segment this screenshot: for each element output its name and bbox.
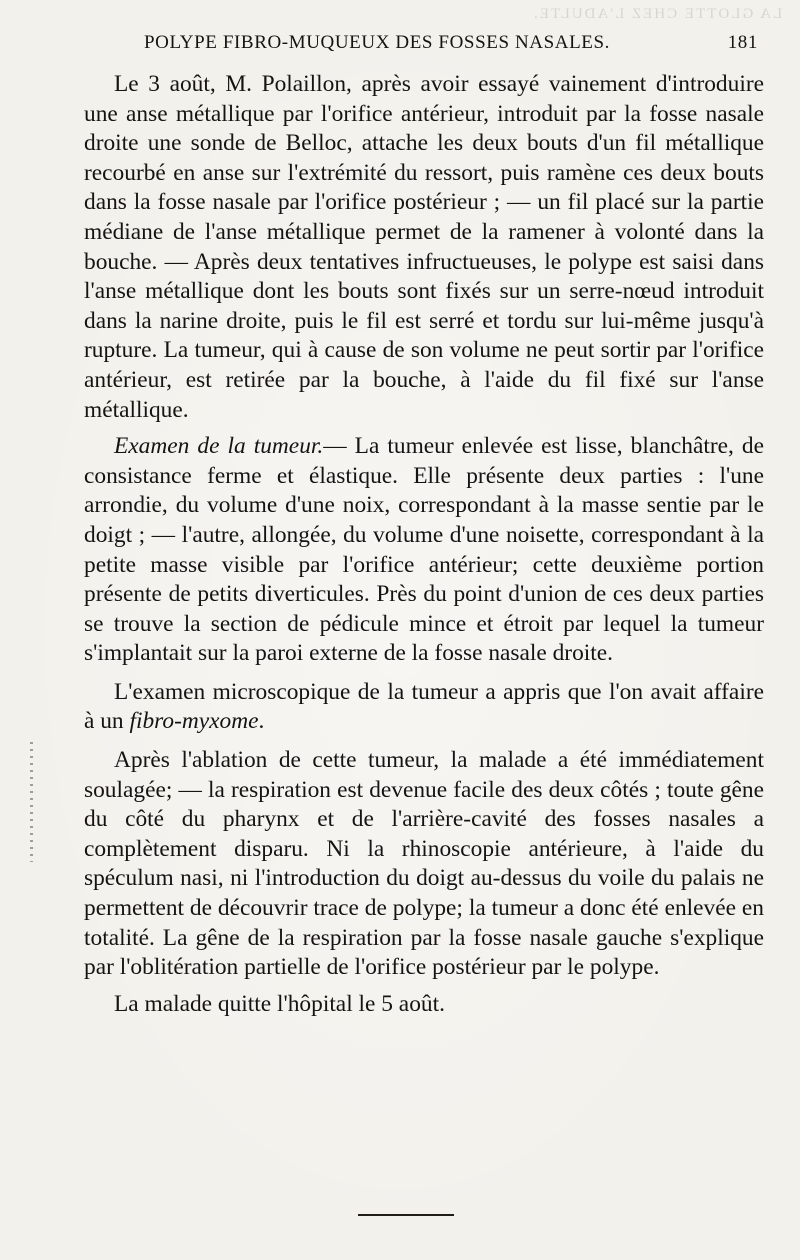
paragraph-text: Le 3 août, M. Polaillon, après avoir essayé vainement d'introduire une anse métallique par l'orifice antérieur, introduit par la fosse nasale droite une sonde de Belloc, attache les deux bouts d'un fil métallique recourbé en anse sur l'extrémité du ressort, puis ramène ces deux bouts dans la fosse nasale par l'orifice postérieur ; — un fil placé sur la partie médiane de l'anse métallique permet de la ramener à volonté dans la bouche. — Après deux tentatives infructueuses, le polype est saisi dans l'anse métallique dont les bouts sont fixés sur un serre-nœud introduit dans la narine droite, puis le fil est serré et tordu sur lui-même jusqu'à rupture. La tumeur, qui à cause de son volume ne peut sortir par l'orifice antérieur, est retirée par la bouche, à l'aide du fil fixé sur l'anse métallique. [84,71,764,423]
paragraph-operation [84,70,764,425]
section-lead: Examen de la tumeur. [114,433,324,460]
paragraph-microscopy [84,678,764,737]
margin-mark [30,742,33,862]
running-header [144,32,758,60]
bleed-through-text: LA GLOTTE CHEZ L'ADULTE. [531,6,782,22]
paragraph-text: — La tumeur enlevée est lisse, blanchâtre, de consistance ferme et élastique. Elle présente deux parties : l'une arrondie, du volume d'une noix, correspondant à la masse sentie par le doigt ; — l'autre, allongée, du volume d'une noisette, correspondant à la petite masse visible par l'orifice antérieur; cette deuxième portion présente de petits diverticules. Près du point d'union de ces deux parties se trouve la section de pédicule mince et étroit par lequel la tumeur s'implantait sur la paroi externe de la fosse nasale droite. [84,433,765,667]
body-text [84,70,764,1019]
end-rule [358,1214,454,1216]
paragraph-tumor-exam [84,432,764,669]
paragraph-text: La malade quitte l'hôpital le 5 août. [114,990,445,1017]
running-title: POLYPE FIBRO-MUQUEUX DES FOSSES NASALES. [144,32,611,53]
paragraph-text: L'examen microscopique de la tumeur a appris que l'on avait affaire à un [84,678,764,735]
paragraph-discharge [84,990,764,1020]
paragraph-tail: . [258,708,265,735]
paragraph-text: Après l'ablation de cette tumeur, la malade a été immédiatement soulagée; — la respiration est devenue facile des deux côtés ; toute gêne du côté du pharynx et de l'arrière-cavité des fosses nasales a complètement disparu. Ni la rhinoscopie antérieure, à l'aide du spéculum nasi, ni l'introduction du doigt au-dessus du voile du palais ne permettent de découvrir trace de polype; la tumeur a donc été enlevée en totalité. La gêne de la respiration par la fosse nasale gauche s'explique par l'oblitération partielle de l'orifice postérieur par le polype. [84,747,764,981]
page-number: 181 [727,32,758,53]
diagnosis-term: fibro-myxome [129,708,259,735]
paragraph-outcome [84,746,764,983]
